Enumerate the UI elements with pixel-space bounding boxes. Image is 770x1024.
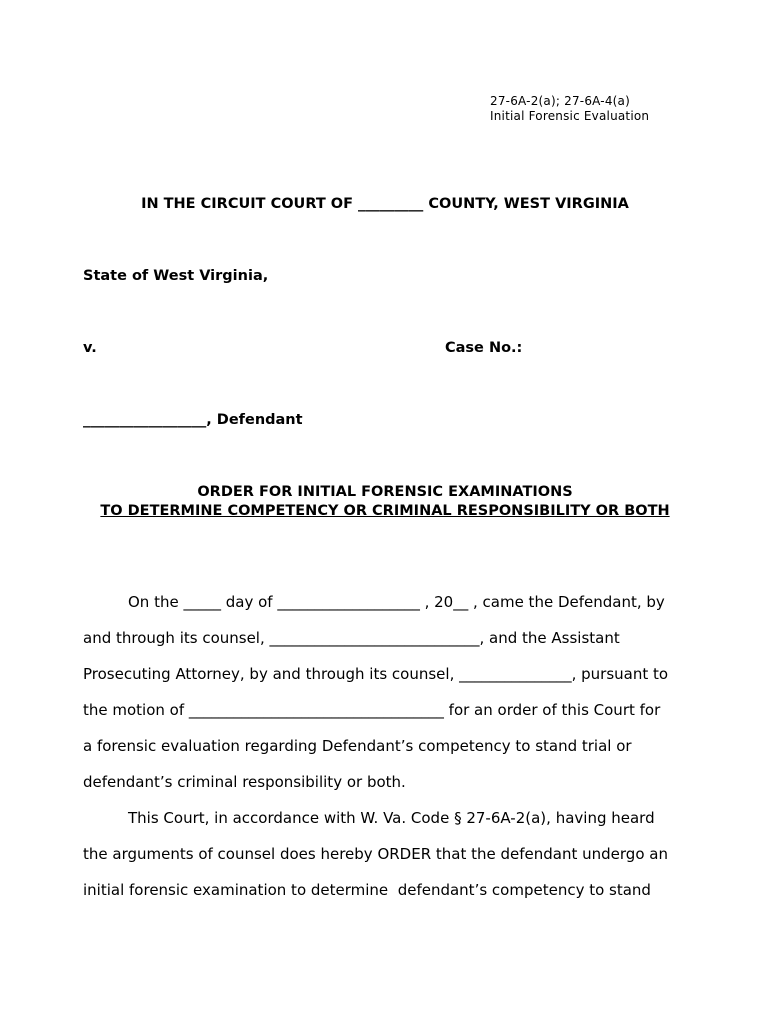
body-text-line: On the _____ day of ___________________ , 20__ , came the Defendant, by xyxy=(128,593,665,611)
body-text-line: This Court, in accordance with W. Va. Code § 27-6A-2(a), having heard xyxy=(128,809,655,827)
body-text-line: the arguments of counsel does hereby ORDER that the defendant undergo an xyxy=(83,845,668,863)
court-heading: IN THE CIRCUIT COURT OF _________ COUNTY, WEST VIRGINIA xyxy=(141,196,629,212)
order-title-line1: ORDER FOR INITIAL FORENSIC EXAMINATIONS xyxy=(197,484,573,500)
body-text-line: the motion of __________________________________ for an order of this Court for xyxy=(83,701,661,719)
statute-reference: 27-6A-2(a); 27-6A-4(a) xyxy=(490,94,630,108)
body-text-line: and through its counsel, ____________________________, and the Assistant xyxy=(83,629,620,647)
body-text-line: initial forensic examination to determine defendant’s competency to stand xyxy=(83,881,651,899)
form-subtitle: Initial Forensic Evaluation xyxy=(490,109,650,123)
body-text-line: a forensic evaluation regarding Defendant’s competency to stand trial or xyxy=(83,737,632,755)
defendant-line: _________________, Defendant xyxy=(83,412,303,428)
order-title-line2: TO DETERMINE COMPETENCY OR CRIMINAL RESPONSIBILITY OR BOTH xyxy=(100,503,670,519)
plaintiff-name: State of West Virginia, xyxy=(83,268,269,284)
versus-label: v. xyxy=(83,340,97,356)
body-text-line: defendant’s criminal responsibility or both. xyxy=(83,773,406,791)
case-number-label: Case No.: xyxy=(445,340,523,356)
body-text-line: Prosecuting Attorney, by and through its counsel, _______________, pursuant to xyxy=(83,665,669,683)
